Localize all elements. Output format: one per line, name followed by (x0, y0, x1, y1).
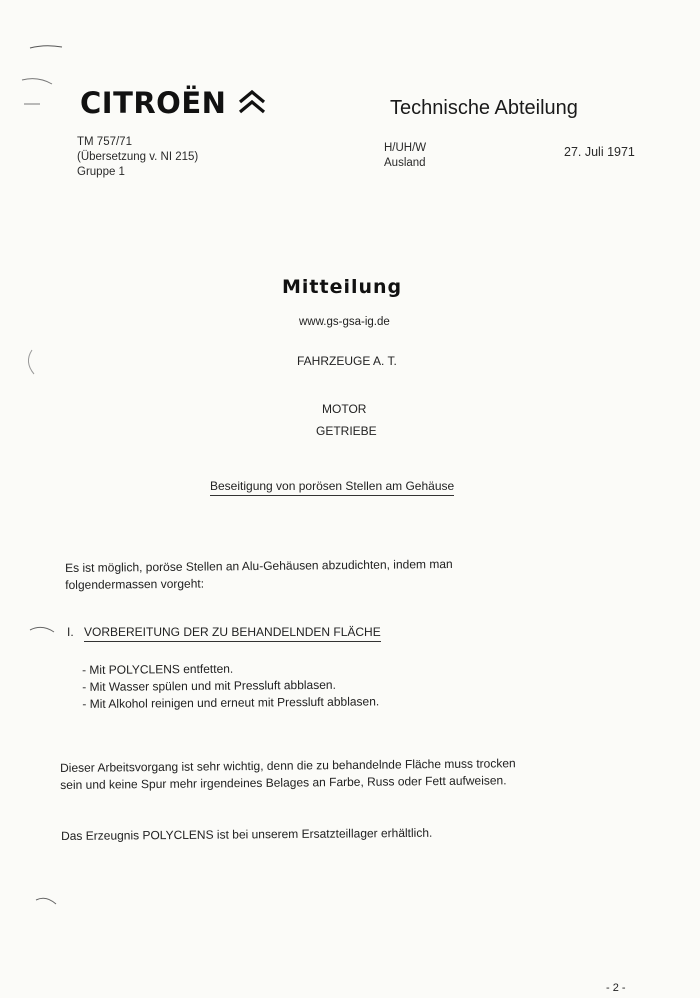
translation-note: (Übersetzung v. NI 215) (77, 151, 199, 163)
group-label: Gruppe 1 (77, 166, 125, 178)
brand-logo-text: CITROËN (80, 86, 227, 120)
page-number: - 2 - (606, 982, 626, 994)
document-date: 27. Juli 1971 (564, 145, 635, 159)
gearbox-label: GETRIEBE (316, 424, 377, 438)
double-chevron-icon (237, 88, 267, 118)
work-note-paragraph (60, 755, 516, 794)
list-item: - Mit Wasser spülen und mit Pressluft abblasen. (82, 677, 336, 694)
document-reference-block (77, 135, 198, 180)
motor-label: MOTOR (322, 402, 367, 416)
subject-heading: Beseitigung von porösen Stellen am Gehäuse (210, 479, 454, 496)
vehicles-label: FAHRZEUGE A. T. (297, 354, 397, 368)
source-url: www.gs-gsa-ig.de (299, 316, 390, 328)
ref-code: H/UH/W (384, 142, 427, 154)
page-title: Mitteilung (282, 276, 403, 298)
work-note-line-1: Dieser Arbeitsvorgang ist sehr wichtig, denn die zu behandelnde Fläche muss trocken (60, 756, 516, 775)
supply-note: Das Erzeugnis POLYCLENS ist bei unserem Ersatzteillager erhältlich. (61, 825, 433, 843)
tm-number: TM 757/71 (77, 136, 132, 148)
intro-line-1: Es ist möglich, poröse Stellen an Alu-Gehäusen abzudichten, indem man (65, 556, 453, 575)
intro-paragraph (65, 556, 453, 594)
section-number: I. (67, 625, 74, 639)
region-label: Ausland (384, 157, 426, 169)
section-title: VORBEREITUNG DER ZU BEHANDELNDEN FLÄCHE (84, 625, 381, 642)
work-note-line-2: sein und keine Spur mehr irgendeines Belages an Farbe, Russ oder Fett aufweisen. (60, 773, 507, 792)
step-list (82, 659, 379, 713)
ref-block (384, 141, 426, 171)
list-item: - Mit Alkohol reinigen und erneut mit Pressluft abblasen. (82, 694, 380, 711)
department-title: Technische Abteilung (390, 97, 578, 119)
intro-line-2: folgendermassen vorgeht: (65, 576, 205, 592)
list-item: - Mit POLYCLENS entfetten. (82, 661, 234, 677)
